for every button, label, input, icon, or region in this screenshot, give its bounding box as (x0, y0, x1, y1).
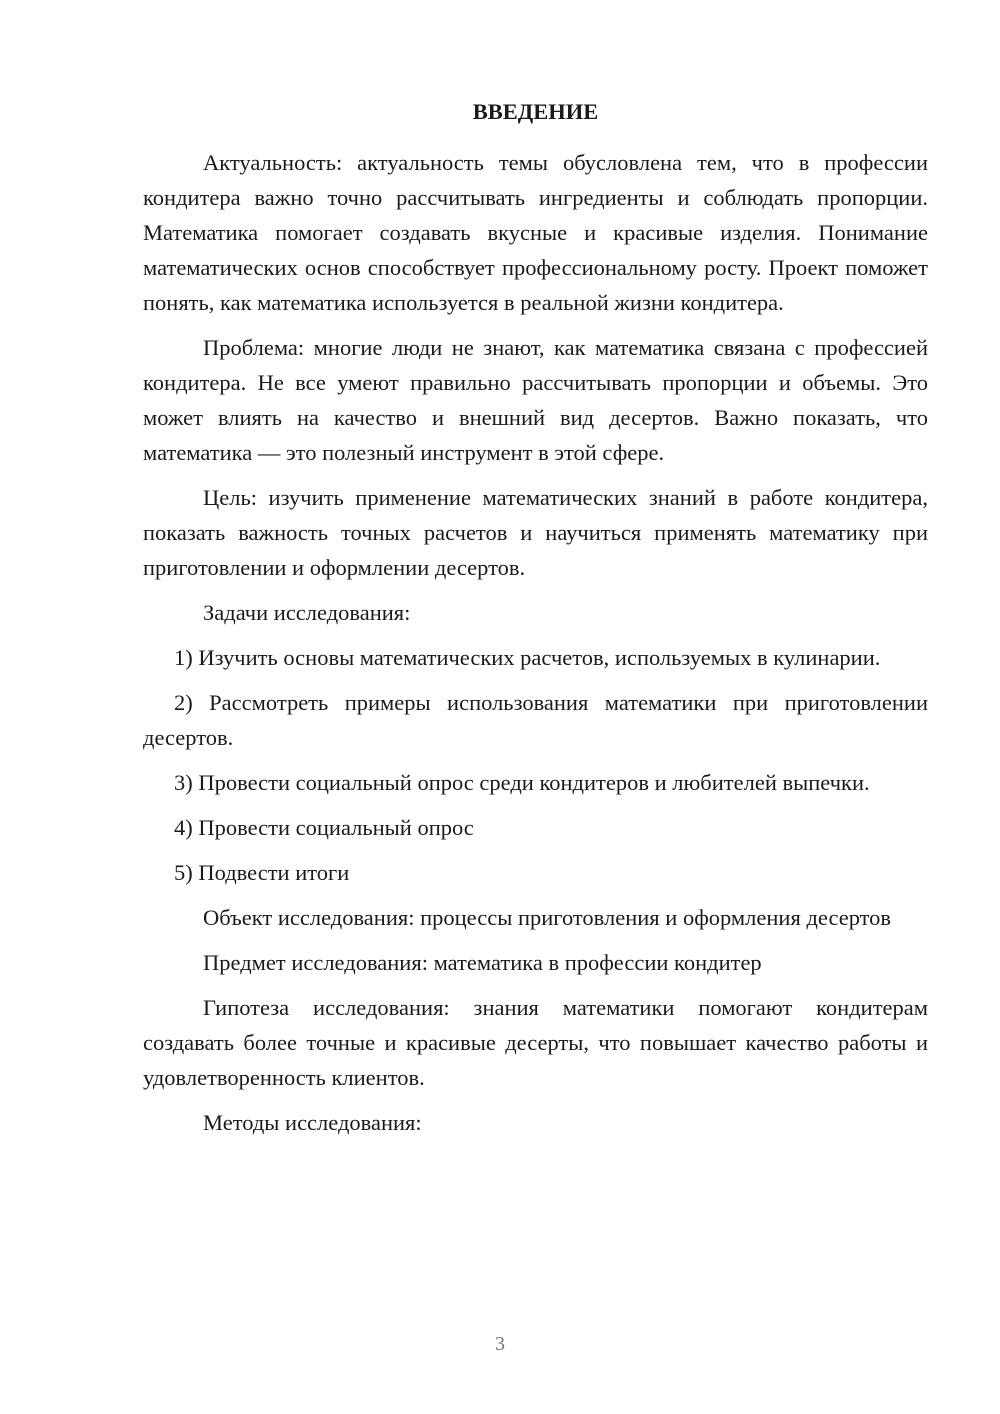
tasks-heading: Задачи исследования: (203, 600, 411, 625)
task-item: 3) Провести социальный опрос среди кондитеров и любителей выпечки. (174, 770, 870, 795)
research-hypothesis-paragraph: Гипотеза исследования: знания математики помогают кондитерам создавать более точные и красивые десерты, что повышает качество работы и удовлетворенность клиентов. (143, 995, 928, 1090)
task-item: 2) Рассмотреть примеры использования математики при приготовлении десертов. (143, 690, 928, 750)
page-content (143, 94, 928, 1150)
relevance-paragraph: Актуальность: актуальность темы обусловлена тем, что в профессии кондитера важно точно рассчитывать ингредиенты и соблюдать пропорции. Математика помогает создавать вкусные и красивые изделия. Понимание математических основ способствует профессиональному росту. Проект поможет понять, как математика используется в реальной жизни кондитера. (143, 150, 928, 315)
page-title: ВВЕДЕНИЕ (472, 99, 599, 124)
task-item: 1) Изучить основы математических расчетов, используемых в кулинарии. (174, 645, 881, 670)
task-item: 4) Провести социальный опрос (174, 815, 474, 840)
research-object-paragraph: Объект исследования: процессы приготовления и оформления десертов (203, 905, 892, 930)
problem-paragraph: Проблема: многие люди не знают, как математика связана с профессией кондитера. Не все умеют правильно рассчитывать пропорции и объемы. Это может влиять на качество и внешний вид десертов. Важно показать, что математика — это полезный инструмент в этой сфере. (143, 335, 928, 465)
goal-paragraph: Цель: изучить применение математических знаний в работе кондитера, показать важность точных расчетов и научиться применять математику при приготовлении и оформлении десертов. (143, 485, 928, 580)
research-methods-paragraph: Методы исследования: (203, 1110, 422, 1135)
page-number: 3 (495, 1333, 505, 1355)
task-item: 5) Подвести итоги (174, 860, 350, 885)
research-subject-paragraph: Предмет исследования: математика в профессии кондитер (203, 950, 762, 975)
